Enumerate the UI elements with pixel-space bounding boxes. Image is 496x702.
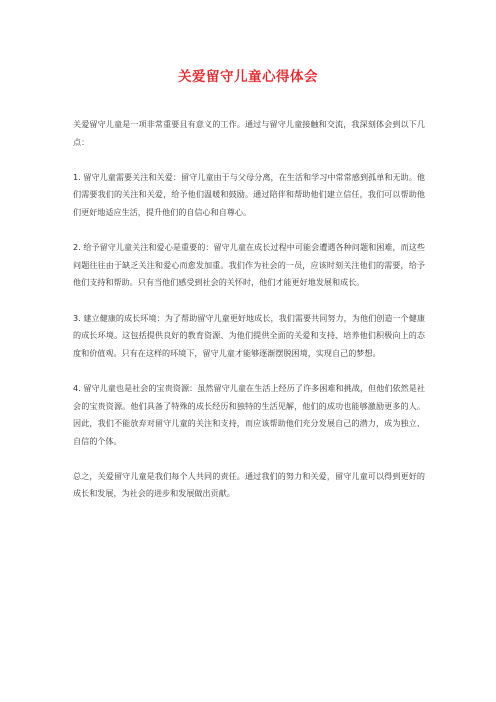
paragraph-conclusion: 总之，关爱留守儿童是我们每个人共同的责任。通过我们的努力和关爱，留守儿童可以得到更好的成长和发展，为社会的进步和发展做出贡献。	[73, 470, 425, 499]
paragraph-intro: 关爱留守儿童是一项非常重要且有意义的工作。通过与留守儿童接触和交流，我深刻体会到以下几点：	[73, 119, 425, 147]
paragraph-point-1: 1. 留守儿童需要关注和关爱：留守儿童由于与父母分离，在生活和学习中常常感到孤单和无助。他们需要我们的关注和关爱，给予他们温暖和鼓励。通过陪伴和帮助他们建立信任，我们可以帮助他们更好地适应生活，提升他们的自信心和自尊心。	[73, 171, 425, 217]
paragraph-point-3: 3. 建立健康的成长环境：为了帮助留守儿童更好地成长，我们需要共同努力，为他们创造一个健康的成长环境。这包括提供良好的教育资源、为他们提供全面的关爱和支持、培养他们积极向上的态度和价值观。只有在这样的环境下，留守儿童才能够逐渐摆脱困境，实现自己的梦想。	[73, 312, 425, 358]
paragraph-point-2: 2. 给予留守儿童关注和爱心是重要的：留守儿童在成长过程中可能会遭遇各种问题和困难，而这些问题往往由于缺乏关注和爱心而愈发加重。我们作为社会的一员，应该时刻关注他们的需要，给予他们支持和帮助。只有当他们感受到社会的关怀时，他们才能更好地发展和成长。	[73, 242, 425, 288]
paragraph-point-4: 4. 留守儿童也是社会的宝贵资源：虽然留守儿童在生活上经历了许多困难和挑战，但他们依然是社会的宝贵资源。他们具备了特殊的成长经历和独特的生活见解，他们的成功也能够激励更多的人。因此，我们不能放弃对留守儿童的关注和支持，而应该帮助他们充分发展自己的潜力，成为独立、自信的个体。	[73, 382, 425, 446]
document-title: 关爱留守儿童心得体会	[178, 69, 318, 85]
document-body	[73, 116, 425, 521]
